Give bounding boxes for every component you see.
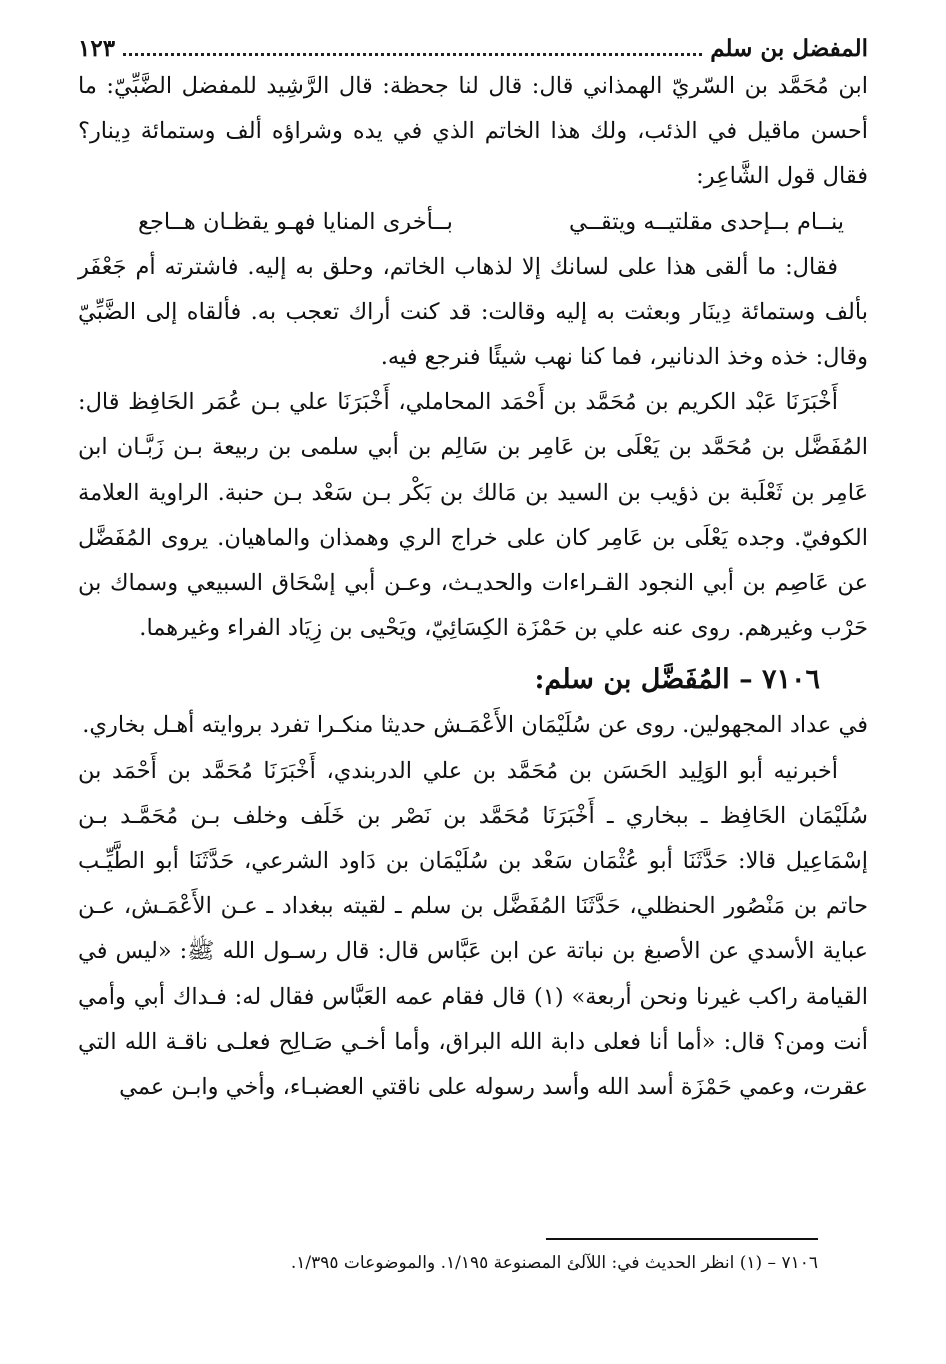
- entry-dash: –: [739, 664, 753, 696]
- leader-dots: [123, 53, 702, 56]
- paragraph-story: فقال: ما ألقى هذا على لسانك إلا لذهاب الخاتم، وحلق به إليه. فاشترته أم جَعْفَر بألف وستمائة دِينَار وبعثت به إليه وقالت: قد كنت أراك تعجب به. فألقاه إلى الضَّبِّيّ وقال: خذه وخذ الدنانير، فما كنا نهب شيئًا فنرجع فيه.: [78, 253, 868, 371]
- verse-second-hemistich: بــأخرى المنايا فهـو يقظـان هــاجع: [138, 208, 453, 235]
- paragraph-hadith: أخبرنيه أبو الوَلِيد الحَسَن بن مُحَمَّد بن علي الدربندي، أَخْبَرَنَا مُحَمَّد بن أَحْمَد بن سُلَيْمَان الحَافِظ ـ ببخاري ـ أَخْبَرَنَا مُحَمَّد بن نَصْر بن خَلَف وخلف بـن مُحَمَّـد بـن إسْمَاعِيل قالا: حَدَّثَنَا أبو عُثْمَان سَعْد بن سُلَيْمَان بن دَاود الشرعي، حَدَّثَنَا أبو الطَّيِّـب حاتم بن مَنْصُور الحنظلي، حَدَّثَنَا المُفَضَّل بن سلم ـ لقيته ببغداد ـ عـن الأَعْمَـش، عـن عباية الأسدي عن الأصبغ بن نباتة عن ابن عَبَّاس قال: قال رسـول الله ﷺ: «ليس في القيامة راكب غيرنا ونحن أربعة» (١) قال فقام عمه العَبَّاس فقال له: فـداك أبي وأمي أنت ومن؟ قال: «أما أنا فعلى دابة الله البراق، وأما أخـي صَـالِح فعلـى ناقـة الله التي عقرت، وعمي حَمْزَة أسد الله وأسد رسوله على ناقتي العضبـاء، وأخي وابـن عمي: [78, 757, 868, 1101]
- entry-heading: [78, 657, 868, 703]
- page-header: [78, 14, 868, 64]
- footnote-divider: [546, 1238, 818, 1240]
- paragraph-biography: أَخْبَرَنَا عَبْد الكريم بن مُحَمَّد بن أَحْمَد المحاملي، أَخْبَرَنَا علي بـن عُمَر الحَافِظ قال: المُفَضَّل بن مُحَمَّد بن يَعْلَى بن عَامِر بن سَالِم بن أبي سلمى بن ربيعة بـن زَبَّـان ابن عَامِر بن ثَعْلَبة بن ذؤيب بن السيد بن مَالك بن بَكْر بـن سَعْد بـن حنبة. الراوية العلامة الكوفيّ. وجده يَعْلَى بن عَامِر كان على خراج الري وهمذان والماهيان. يروى المُفَضَّل عن عَاصِم بن أبي النجود القـراءات والحديـث، وعـن أبي إسْحَاق السبيعي وسماك بن حَرْب وغيرهم. روى عنه علي بن حَمْزَة الكِسَائِيّ، ويَحْيى بن زِيَاد الفراء وغيرهما.: [78, 389, 868, 642]
- main-text: [78, 64, 868, 1110]
- paragraph-intro: ابن مُحَمَّد بن السّريّ الهمذاني قال: قال لنا جحظة: قال الرَّشِيد للمفضل الضَّبِّيّ: ما أحسن ماقيل في الذئب، ولك هذا الخاتم الذي في يده وشراؤه ألف وستمائة دِينار؟ فقال قول الشَّاعِر:: [78, 73, 868, 190]
- page-number: ١٢٣: [78, 35, 116, 62]
- running-title: المفضل بن سلم: [710, 35, 868, 62]
- verse-first-hemistich: ينــام بــإحدى مقلتيــه ويتقــي: [568, 208, 844, 235]
- poem-verse: [78, 200, 868, 245]
- paragraph-entry-note: في عداد المجهولين. روى عن سُلَيْمَان الأَعْمَـش حديثا منكـرا تفرد بروايته أهـل بخاري.: [82, 712, 868, 739]
- entry-number: ٧١٠٦: [761, 664, 820, 696]
- footnote: ٧١٠٦ – (١) انظر الحديث في: اللآلئ المصنوعة ١/١٩٥. والموضوعات ١/٣٩٥.: [290, 1253, 818, 1273]
- entry-name: المُفَضَّل بن سلم:: [534, 664, 730, 696]
